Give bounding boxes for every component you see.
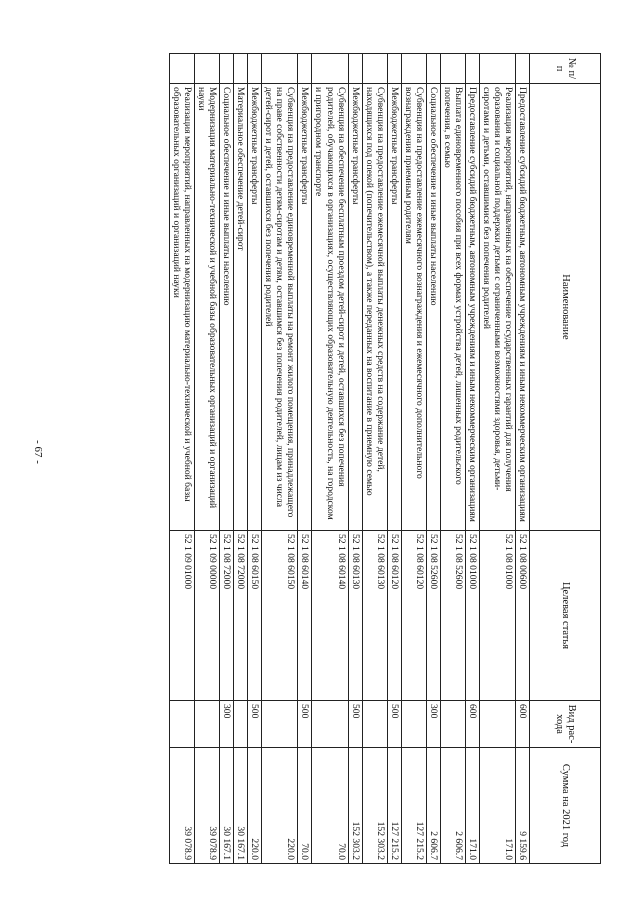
table-row [298, 54, 312, 864]
row-amount-cell: 39 078.9 [170, 748, 195, 864]
row-expense-type-cell [234, 701, 248, 748]
row-number-cell [170, 54, 195, 84]
row-number-cell [362, 54, 387, 84]
row-name-cell: Межбюджетные трансферты [348, 84, 362, 531]
row-expense-type-cell [362, 701, 387, 748]
row-name-cell: Субвенция на обеспечение бесплатным проездом детей-сирот и детей, оставшихся без попечения родителей, обучающихся в организациях, осуществляющих образовательную деятельность, на городском и пригородном транспорте [312, 84, 348, 531]
row-name-cell: Модернизация материально-технической и учебной базы образовательных организаций и организаций науки [195, 84, 220, 531]
row-target-article-cell: 52 1 08 60120 [387, 531, 401, 701]
row-target-article-cell: 52 1 08 60130 [348, 531, 362, 701]
row-number-cell [426, 54, 440, 84]
row-amount-cell: 171.0 [465, 748, 479, 864]
row-number-cell [401, 54, 426, 84]
row-number-cell [312, 54, 348, 84]
row-name-cell: Субвенция на предоставление ежемесячной выплаты денежных средств на содержание детей, находящихся под опекой (попечительством), а также переданных на воспитание в приемную семью [362, 84, 387, 531]
row-number-cell [515, 54, 529, 84]
table-row [401, 54, 426, 864]
row-target-article-cell: 52 1 08 60120 [401, 531, 426, 701]
row-amount-cell: 152 303.2 [362, 748, 387, 864]
row-expense-type-cell: 500 [248, 701, 262, 748]
row-target-article-cell: 52 1 08 60150 [248, 531, 262, 701]
row-amount-cell: 127 215.2 [401, 748, 426, 864]
row-name-cell: Выплата единовременного пособия при всех формах устройства детей, лишенных родительского попечения, в семью [440, 84, 465, 531]
row-name-cell: Межбюджетные трансферты [298, 84, 312, 531]
row-target-article-cell: 52 1 08 00600 [515, 531, 529, 701]
row-target-article-cell: 52 1 08 60130 [362, 531, 387, 701]
row-amount-cell: 39 078.9 [195, 748, 220, 864]
row-amount-cell: 127 215.2 [387, 748, 401, 864]
row-expense-type-cell [312, 701, 348, 748]
row-name-cell: Социальное обеспечение и иные выплаты населению [426, 84, 440, 531]
row-target-article-cell: 52 1 08 60140 [298, 531, 312, 701]
table-row [362, 54, 387, 864]
row-target-article-cell: 52 1 08 01000 [465, 531, 479, 701]
row-amount-cell: 220.0 [262, 748, 298, 864]
row-name-cell: Субвенция на предоставление единовременной выплаты на ремонт жилого помещения, принадлежащего на праве собственности детям-сиротам и детям, оставшимся без попечения родителей, лицам из числа детей-сирот и детей, оставшихся без попечения родителей [262, 84, 298, 531]
row-number-cell [479, 54, 515, 84]
page-number: - 67 - [32, 440, 44, 464]
table-row [262, 54, 298, 864]
table-row [195, 54, 220, 864]
table-row [220, 54, 234, 864]
row-expense-type-cell: 500 [298, 701, 312, 748]
row-target-article-cell: 52 1 08 72000 [234, 531, 248, 701]
table-row [426, 54, 440, 864]
row-expense-type-cell: 600 [465, 701, 479, 748]
row-amount-cell: 152 303.2 [348, 748, 362, 864]
row-expense-type-cell [440, 701, 465, 748]
row-target-article-cell: 52 1 09 00000 [195, 531, 220, 701]
row-target-article-cell: 52 1 08 52600 [426, 531, 440, 701]
row-expense-type-cell [262, 701, 298, 748]
row-number-cell [220, 54, 234, 84]
row-number-cell [465, 54, 479, 84]
row-target-article-cell: 52 1 08 52600 [440, 531, 465, 701]
table-row [234, 54, 248, 864]
table-row [348, 54, 362, 864]
table-row [465, 54, 479, 864]
row-amount-cell: 30 167.1 [220, 748, 234, 864]
table-row [515, 54, 529, 864]
row-amount-cell: 70.0 [312, 748, 348, 864]
header-expense-type: Вид рас-хода [530, 701, 601, 748]
row-target-article-cell: 52 1 08 72000 [220, 531, 234, 701]
row-expense-type-cell [195, 701, 220, 748]
budget-table [169, 53, 601, 864]
row-number-cell [248, 54, 262, 84]
header-name: Наименование [530, 84, 601, 531]
row-target-article-cell: 52 1 08 01000 [479, 531, 515, 701]
row-target-article-cell: 52 1 09 01000 [170, 531, 195, 701]
row-amount-cell: 171.0 [479, 748, 515, 864]
row-target-article-cell: 52 1 08 60140 [312, 531, 348, 701]
row-number-cell [262, 54, 298, 84]
table-row [387, 54, 401, 864]
row-amount-cell: 2 606.7 [440, 748, 465, 864]
row-target-article-cell: 52 1 08 60150 [262, 531, 298, 701]
row-name-cell: Социальное обеспечение и иные выплаты населению [220, 84, 234, 531]
row-expense-type-cell [401, 701, 426, 748]
table-row [312, 54, 348, 864]
table-row [440, 54, 465, 864]
row-name-cell: Предоставление субсидий бюджетным, автономным учреждениям и иным некоммерческим организациям [465, 84, 479, 531]
row-expense-type-cell: 300 [220, 701, 234, 748]
row-name-cell: Реализация мероприятий, направленных на обеспечение государственных гарантий для получения образования и социальной поддержки детьми с ограниченными возможностями здоровья, детьми-сиротами и детьми, оставшимися без попечения родителей [479, 84, 515, 531]
row-expense-type-cell [170, 701, 195, 748]
row-name-cell: Реализация мероприятий, направленных на модернизацию материально-технической и учебной базы образовательных организаций и организаций науки [170, 84, 195, 531]
row-number-cell [298, 54, 312, 84]
row-expense-type-cell: 500 [387, 701, 401, 748]
row-number-cell [440, 54, 465, 84]
row-name-cell: Межбюджетные трансферты [248, 84, 262, 531]
table-header-row [530, 54, 601, 864]
row-amount-cell: 30 167.1 [234, 748, 248, 864]
row-expense-type-cell [479, 701, 515, 748]
row-number-cell [387, 54, 401, 84]
row-name-cell: Субвенция на предоставление ежемесячного вознаграждения и ежемесячного дополнительного вознаграждения приемным родителям [401, 84, 426, 531]
row-number-cell [195, 54, 220, 84]
table-row [479, 54, 515, 864]
row-amount-cell: 70.0 [298, 748, 312, 864]
row-name-cell: Предоставление субсидий бюджетным, автономным учреждениям и иным некоммерческим организациям [515, 84, 529, 531]
row-name-cell: Межбюджетные трансферты [387, 84, 401, 531]
table-row [248, 54, 262, 864]
row-expense-type-cell: 300 [426, 701, 440, 748]
header-amount-2021: Сумма на 2021 год [530, 748, 601, 864]
table-row [170, 54, 195, 864]
row-expense-type-cell: 600 [515, 701, 529, 748]
budget-table-wrapper [83, 53, 601, 863]
row-number-cell [234, 54, 248, 84]
row-number-cell [348, 54, 362, 84]
row-name-cell: Материальное обеспечение детей-сирот [234, 84, 248, 531]
row-amount-cell: 220.0 [248, 748, 262, 864]
row-expense-type-cell: 500 [348, 701, 362, 748]
header-number: № п/п [530, 54, 601, 84]
row-amount-cell: 2 606.7 [426, 748, 440, 864]
header-target-article: Целевая статья [530, 531, 601, 701]
row-amount-cell: 9 159.6 [515, 748, 529, 864]
